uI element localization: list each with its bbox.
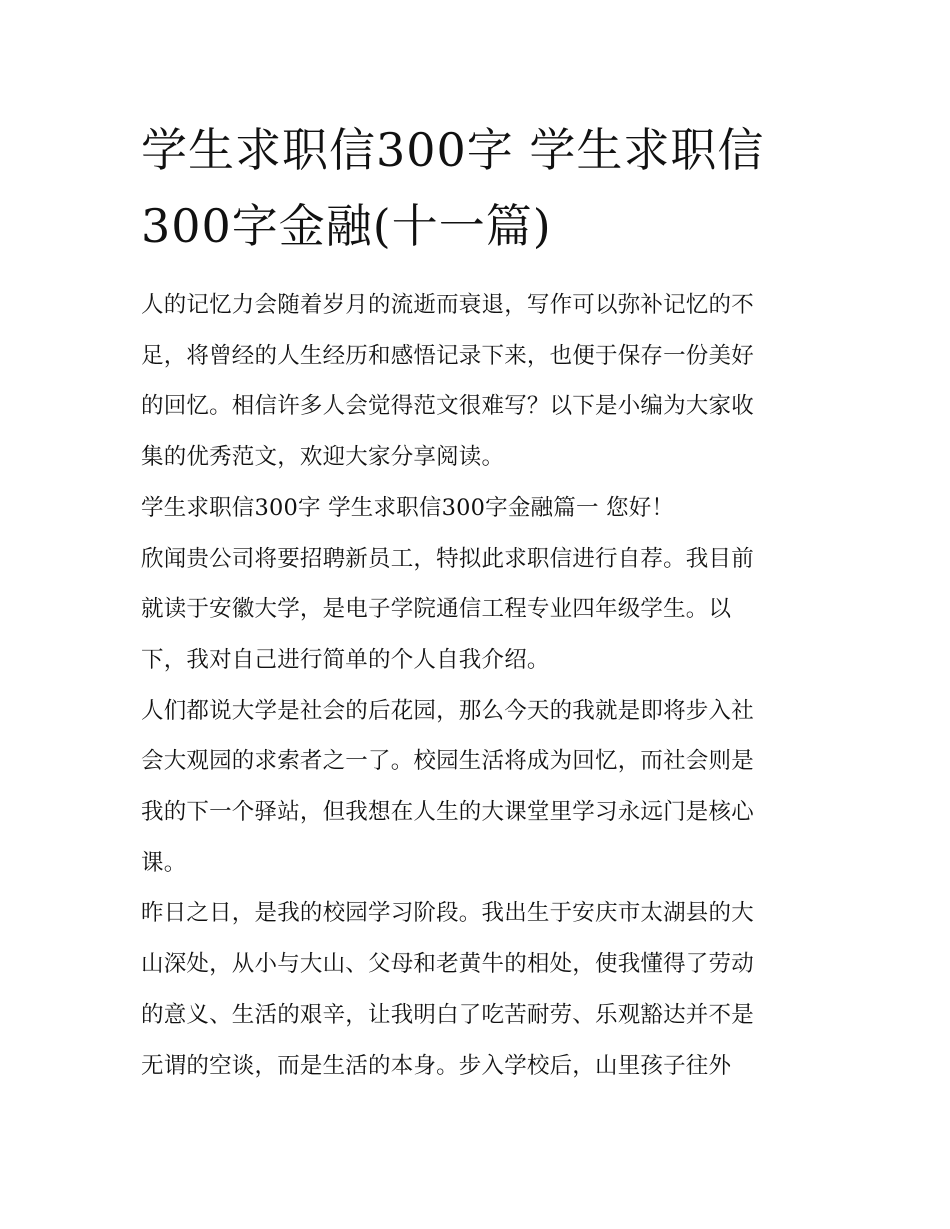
document-page (141, 112, 813, 1091)
title-line: 300字金融(十一篇) (141, 199, 552, 253)
body-line: 的意义、生活的艰辛，让我明白了吃苦耐劳、乐观豁达并不是 (141, 1001, 754, 1028)
body-line: 我的下一个驿站，但我想在人生的大课堂里学习永远门是核心 (141, 799, 754, 826)
document-body (141, 280, 813, 1091)
body-line: 集的优秀范文，欢迎大家分享阅读。 (141, 444, 505, 471)
body-line: 的回忆。相信许多人会觉得范文很难写？以下是小编为大家收 (141, 393, 754, 420)
title-line: 学生求职信300字 学生求职信 (141, 123, 765, 177)
body-line: 人的记忆力会随着岁月的流逝而衰退，写作可以弥补记忆的不 (141, 292, 754, 318)
body-line: 昨日之日，是我的校园学习阶段。我出生于安庆市太湖县的大 (141, 900, 754, 927)
document-title (141, 112, 813, 264)
body-line: 无谓的空谈，而是生活的本身。步入学校后，山里孩子往外 (141, 1052, 732, 1079)
body-line: 足，将曾经的人生经历和感悟记录下来，也便于保存一份美好 (141, 342, 754, 369)
body-line: 人们都说大学是社会的后花园，那么今天的我就是即将步入社 (141, 697, 754, 724)
section-heading-line: 学生求职信300字 学生求职信300字金融篇一 您好！ (141, 494, 675, 521)
body-line: 欣闻贵公司将要招聘新员工，特拟此求职信进行自荐。我目前 (141, 545, 754, 572)
body-line: 下，我对自己进行简单的个人自我介绍。 (141, 646, 550, 673)
body-line: 课。 (141, 849, 187, 876)
body-line: 就读于安徽大学，是电子学院通信工程专业四年级学生。以 (141, 596, 732, 623)
body-line: 山深处，从小与大山、父母和老黄牛的相处，使我懂得了劳动 (141, 951, 754, 978)
body-line: 会大观园的求索者之一了。校园生活将成为回忆，而社会则是 (141, 748, 754, 775)
